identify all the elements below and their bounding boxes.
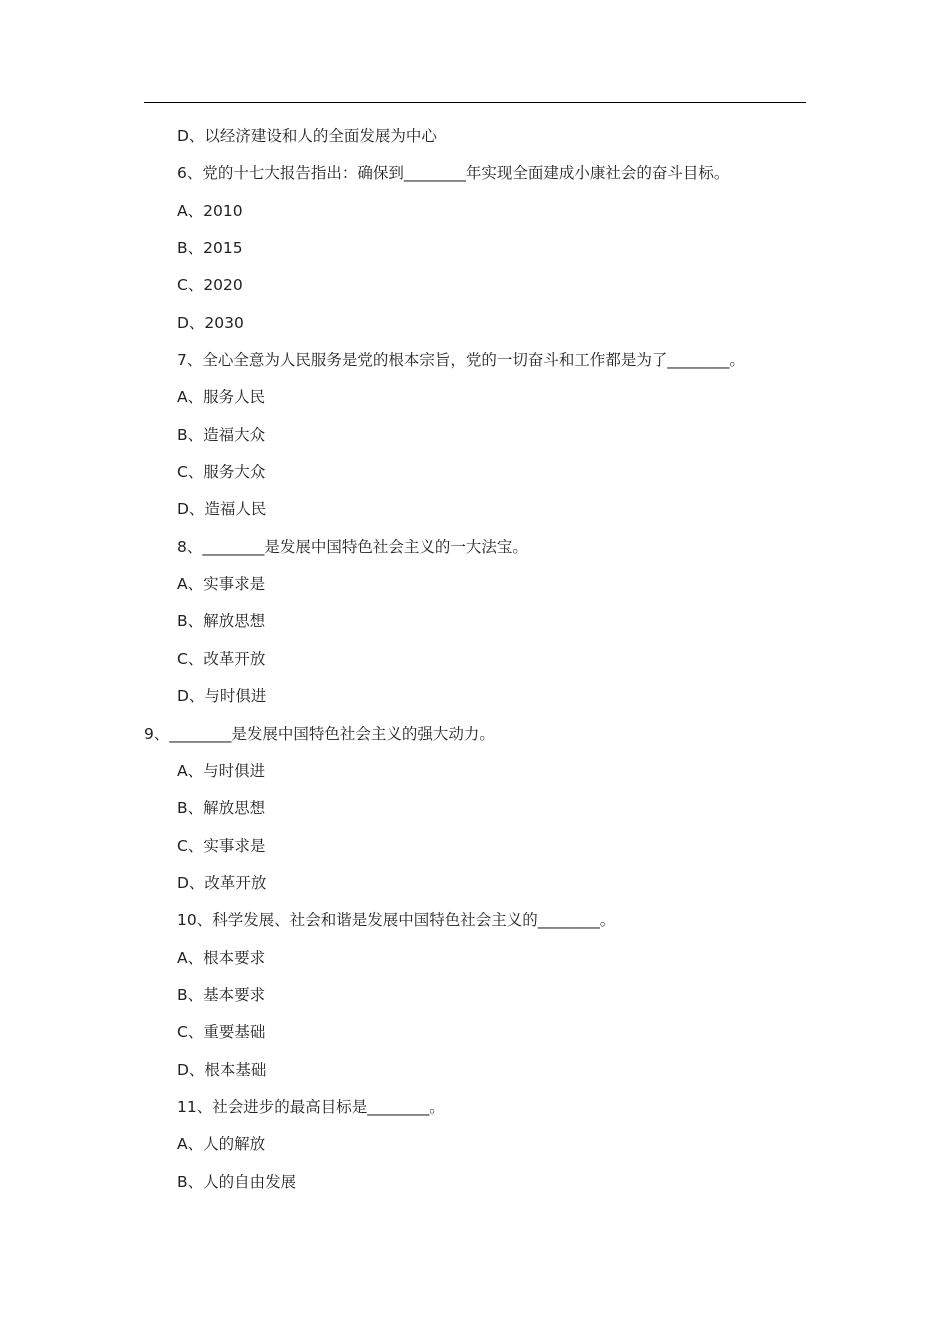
option-line: D、与时俱进 — [177, 687, 267, 706]
option-line: D、根本基础 — [177, 1060, 267, 1079]
option-line: C、重要基础 — [177, 1023, 266, 1042]
option-line: B、基本要求 — [177, 985, 266, 1004]
question-line: 7、全心全意为人民服务是党的根本宗旨，党的一切奋斗和工作都是为了________。 — [177, 351, 745, 370]
option-line: B、解放思想 — [177, 799, 266, 818]
option-line: A、根本要求 — [177, 948, 266, 967]
option-line: A、与时俱进 — [177, 761, 266, 780]
option-line: A、人的解放 — [177, 1135, 266, 1154]
option-line: A、2010 — [177, 201, 243, 220]
question-line: 9、________是发展中国特色社会主义的强大动力。 — [144, 724, 495, 743]
option-line: C、实事求是 — [177, 836, 266, 855]
document-body — [0, 122, 950, 1205]
option-line: C、改革开放 — [177, 649, 266, 668]
option-line: C、2020 — [177, 276, 243, 295]
question-line: 11、社会进步的最高目标是________。 — [177, 1097, 445, 1116]
option-line: D、改革开放 — [177, 873, 267, 892]
option-line: D、以经济建设和人的全面发展为中心 — [177, 127, 437, 145]
option-line: B、解放思想 — [177, 612, 266, 631]
question-line: 10、科学发展、社会和谐是发展中国特色社会主义的________。 — [177, 911, 616, 930]
option-line: D、2030 — [177, 313, 244, 332]
header-rule — [144, 102, 806, 103]
question-line: 6、党的十七大报告指出：确保到________年实现全面建成小康社会的奋斗目标。 — [177, 164, 730, 183]
option-line: A、服务人民 — [177, 388, 266, 407]
option-line: B、造福大众 — [177, 425, 266, 444]
option-line: D、造福人民 — [177, 500, 267, 519]
option-line: B、人的自由发展 — [177, 1172, 297, 1191]
option-line: A、实事求是 — [177, 575, 266, 594]
option-line: B、2015 — [177, 239, 243, 258]
question-line: 8、________是发展中国特色社会主义的一大法宝。 — [177, 537, 528, 556]
option-line: C、服务大众 — [177, 463, 266, 482]
